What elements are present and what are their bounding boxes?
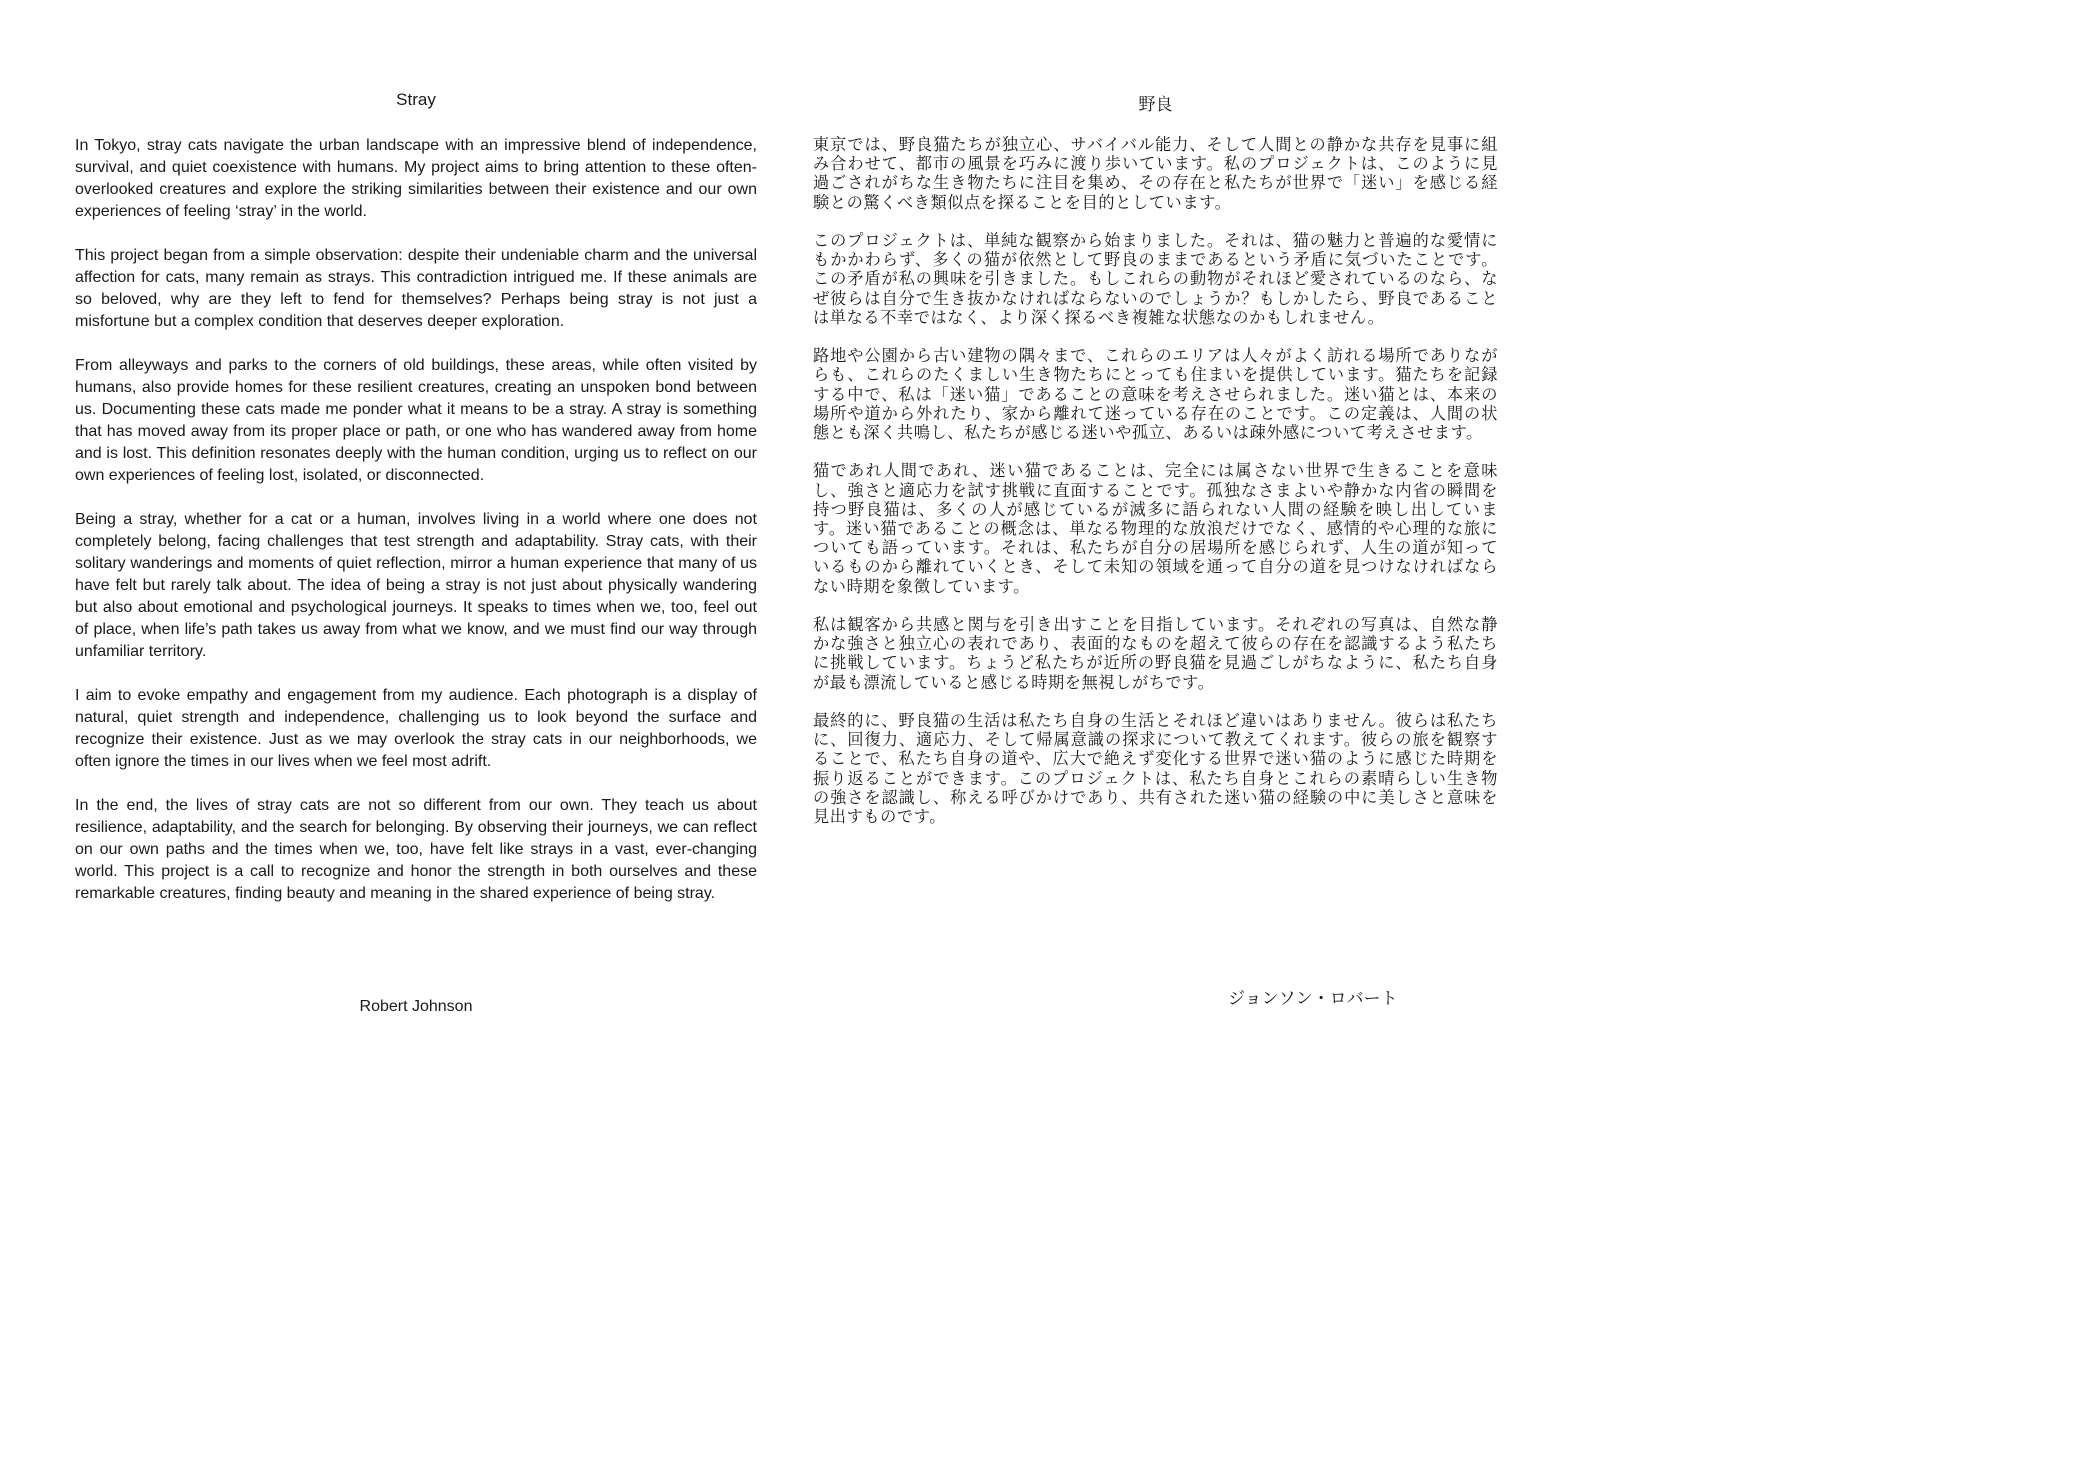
japanese-paragraph-3: 路地や公園から古い建物の隅々まで、これらのエリアは人々がよく訪れる場所でありながらも、これらのたくましい生き物たちにとっても住まいを提供しています。猫たちを記録する中で、私は「迷い猫」であることの意味を考えさせられました。迷い猫とは、本来の場所や道から外れたり、家から離れて迷っている存在のことです。この定義は、人間の状態とも深く共鳴し、私たちが感じる迷いや孤立、あるいは疎外感について考えさせます。 xyxy=(813,346,1498,443)
english-author: Robert Johnson xyxy=(359,998,473,1015)
english-paragraph-1: In Tokyo, stray cats navigate the urban landscape with an impressive blend of independence, survival, and quiet coexistence with humans. My project aims to bring attention to these often-overlooked creatures and explore the striking similarities between their existence and our own experiences of feeling ‘stray’ in the world. xyxy=(75,137,757,220)
japanese-title: 野良 xyxy=(1138,95,1173,115)
japanese-paragraph-4: 猫であれ人間であれ、迷い猫であることは、完全には属さない世界で生きることを意味し、強さと適応力を試す挑戦に直面することです。孤独なさまよいや静かな内省の瞬間を持つ野良猫は、多くの人が感じているが滅多に語られない人間の経験を映し出しています。迷い猫であることの概念は、単なる物理的な放浪だけでなく、感情的や心理的な旅についても語っています。それは、私たちが自分の居場所を感じられず、人生の道が知っているものから離れていくとき、そして未知の領域を通って自分の道を見つけなければならない時期を象徴しています。 xyxy=(813,461,1498,596)
english-paragraph-3: From alleyways and parks to the corners of old buildings, these areas, while often visited by humans, also provide homes for these resilient creatures, creating an unspoken bond between us. Documenting these cats made me ponder what it means to be a stray. A stray is something that has moved away from its proper place or path, or one who has wandered away from home and is lost. This definition resonates deeply with the human condition, urging us to reflect on our own experiences of feeling lost, isolated, or disconnected. xyxy=(75,357,757,484)
english-body xyxy=(75,135,757,927)
japanese-author: ジョンソン・ロバート xyxy=(1228,989,1398,1009)
english-paragraph-2: This project began from a simple observation: despite their undeniable charm and the universal affection for cats, many remain as strays. This contradiction intrigued me. If these animals are so beloved, why are they left to fend for themselves? Perhaps being stray is not just a misfortune but a complex condition that deserves deeper exploration. xyxy=(75,247,757,330)
japanese-paragraph-5: 私は観客から共感と関与を引き出すことを目指しています。それぞれの写真は、自然な静かな強さと独立心の表れであり、表面的なものを超えて彼らの存在を認識するよう私たちに挑戦しています。ちょうど私たちが近所の野良猫を見過ごしがちなように、私たち自身が最も漂流していると感じる時期を無視しがちです。 xyxy=(813,615,1498,692)
japanese-body xyxy=(813,135,1498,845)
english-paragraph-6: In the end, the lives of stray cats are not so different from our own. They teach us about resilience, adaptability, and the search for belonging. By observing their journeys, we can reflect on our own paths and the times when we, too, have felt like strays in a vast, ever-changing world. This project is a call to recognize and honor the strength in both ourselves and these remarkable creatures, finding beauty and meaning in the shared experience of being stray. xyxy=(75,797,757,902)
japanese-paragraph-6: 最終的に、野良猫の生活は私たち自身の生活とそれほど違いはありません。彼らは私たちに、回復力、適応力、そして帰属意識の探求について教えてくれます。彼らの旅を観察することで、私たち自身の道や、広大で絶えず変化する世界で迷い猫のように感じた時期を振り返ることができます。このプロジェクトは、私たち自身とこれらの素晴らしい生き物の強さを認識し、称える呼びかけであり、共有された迷い猫の経験の中に美しさと意味を見出すものです。 xyxy=(813,711,1498,827)
japanese-paragraph-1: 東京では、野良猫たちが独立心、サバイバル能力、そして人間との静かな共存を見事に組み合わせて、都市の風景を巧みに渡り歩いています。私のプロジェクトは、このように見過ごされがちな生き物たちに注目を集め、その存在と私たちが世界で「迷い」を感じる経験との驚くべき類似点を探ることを目的としています。 xyxy=(813,135,1498,212)
japanese-paragraph-2: このプロジェクトは、単純な観察から始まりました。それは、猫の魅力と普遍的な愛情にもかかわらず、多くの猫が依然として野良のままであるという矛盾に気づいたことです。この矛盾が私の興味を引きました。もしこれらの動物がそれほど愛されているのなら、なぜ彼らは自分で生き抜かなければならないのでしょうか？もしかしたら、野良であることは単なる不幸ではなく、より深く探るべき複雑な状態なのかもしれません。 xyxy=(813,231,1498,327)
english-paragraph-5: I aim to evoke empathy and engagement from my audience. Each photograph is a display of natural, quiet strength and independence, challenging us to look beyond the surface and recognize their existence. Just as we may overlook the stray cats in our neighborhoods, we often ignore the times in our lives when we feel most adrift. xyxy=(75,687,757,770)
english-paragraph-4: Being a stray, whether for a cat or a human, involves living in a world where one does not completely belong, facing challenges that test strength and adaptability. Stray cats, with their solitary wanderings and moments of quiet reflection, mirror a human experience that many of us have felt but rarely talk about. The idea of being a stray is not just about physically wandering but also about emotional and psychological journeys. It speaks to times when we, too, feel out of place, when life’s path takes us away from what we know, and we must find our way through unfamiliar territory. xyxy=(75,511,757,660)
english-title: Stray xyxy=(396,90,436,109)
